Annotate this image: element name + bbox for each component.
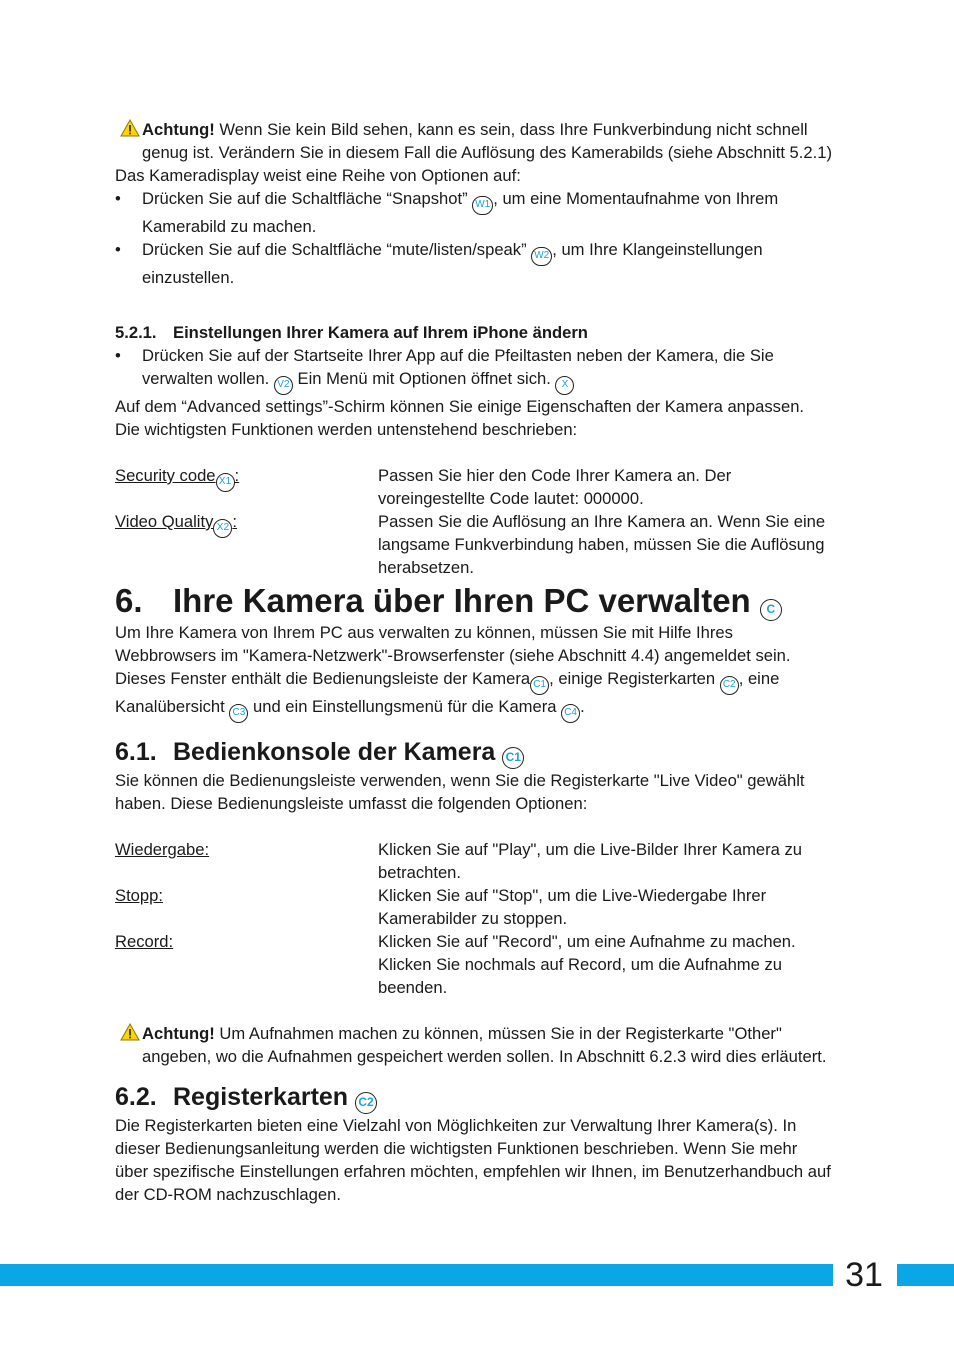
chapter-title: Ihre Kamera über Ihren PC verwalten [173,582,760,619]
warning-triangle-icon [120,119,140,137]
section-number: 6.2. [115,1083,157,1111]
section-number: 5.2.1. [115,323,157,342]
def-record [115,930,835,999]
def-description: Passen Sie die Auflösung an Ihre Kamera an. Wenn Sie eine langsame Funkverbindung haben, müssen Sie die Auflösung herabsetzen. [378,512,826,577]
def-description: Passen Sie hier den Code Ihrer Kamera an. Der voreingestellte Code lautet: 000000. [378,466,732,508]
bullet-text: , um eine Momentaufnahme von Ihrem Kamerabild zu machen. [142,189,779,236]
advanced-settings-text: Auf dem “Advanced settings”-Schirm können Sie einige Eigenschaften der Kamera anpassen. [115,397,805,416]
def-term: Wiedergabe: [115,840,210,859]
badge-w1: W1 [472,196,493,215]
def-security-code [115,464,835,510]
def-description: Klicken Sie auf "Play", um die Live-Bilder Ihrer Kamera zu betrachten. [378,840,803,882]
def-description: Klicken Sie auf "Record", um eine Aufnahme zu machen. Klicken Sie nochmals auf Record, um die Aufnahme zu beenden. [378,932,796,997]
badge-c2: C2 [355,1092,377,1114]
section-title: Bedienkonsole der Kamera [173,738,503,766]
section-6-2-heading [115,1082,835,1114]
warning-note-2 [115,1022,835,1068]
badge-x: X [555,376,574,395]
badge-x1: X1 [216,473,235,492]
intro-text: Das Kameradisplay weist eine Reihe von Optionen auf: [115,166,521,185]
warning-note-1 [115,118,835,164]
def-video-quality [115,510,835,579]
spacer [115,441,835,464]
page-content [115,118,835,1206]
spacer [115,999,835,1022]
page-number: 31 [845,1256,883,1294]
badge-c: C [760,599,782,621]
def-term: Stopp: [115,886,163,905]
chapter-number: 6. [115,582,143,619]
badge-c3: C3 [229,704,248,723]
badge-v2: V2 [274,376,293,395]
bullet-text: Ein Menü mit Optionen öffnet sich. [292,369,556,388]
badge-w2: W2 [531,247,552,266]
chapter-6-intro: Um Ihre Kamera von Ihrem PC aus verwalten zu können, müssen Sie mit Hilfe Ihres Webbrowsers im "Kamera-Netzwerk"-Browserfenster (siehe Abschnitt 4.4) angemeldet sein. Dieses Fenster enthält die Bedienungsleiste der Kamera C1 , einige Registerkarten C2 , eine Kanalübersicht C3 und ein Einstellungsmenü für die Kamera C4 . [115,621,835,723]
section-6-2-text: Die Registerkarten bieten eine Vielzahl von Möglichkeiten zur Verwaltung Ihrer Kamera(s). In dieser Bedienungsanleitung werden die wichtigsten Funktionen beschrieben. Wenn Sie mehr über spezifische Einstellungen erfahren möchten, empfehlen wir Ihnen, im Benutzerhandbuch auf der CD-ROM nachzuschlagen. [115,1116,831,1204]
warning-text: Wenn Sie kein Bild sehen, kann es sein, dass Ihre Funkverbindung nicht schnell genug ist. Verändern Sie in diesem Fall die Auflösung des Kamerabilds (siehe Abschnitt 5.2.1) [142,120,832,162]
def-description: Klicken Sie auf "Stop", um die Live-Wiedergabe Ihrer Kamerabilder zu stoppen. [378,886,767,928]
def-term: Security code X1 : [115,464,378,510]
warning-text: Um Aufnahmen machen zu können, müssen Sie in der Registerkarte "Other" angeben, wo die Aufnahmen gespeichert werden sollen. In Abschnitt 6.2.3 wird dies erläutert. [142,1024,827,1066]
section-6-1-heading [115,737,835,769]
spacer [115,289,835,321]
section-5-2-1-heading [115,321,835,344]
bullet-text: Drücken Sie auf der Startseite Ihrer App auf die Pfeiltasten neben der Kamera, die Sie verwalten wollen. [142,346,774,388]
chapter-6-heading [115,581,835,621]
warning-triangle-icon [120,1023,140,1041]
spacer [115,815,835,838]
badge-c1: C1 [530,676,549,695]
def-stopp [115,884,835,930]
badge-c2: C2 [720,676,739,695]
section-title: Einstellungen Ihrer Kamera auf Ihrem iPhone ändern [173,323,588,342]
warning-label: Achtung! [142,120,215,139]
bullet-text: , um Ihre Klangeinstellungen einzustellen. [142,240,763,287]
bullet-sound [115,238,835,289]
bullet-text: Drücken Sie auf die Schaltfläche “mute/listen/speak” [142,240,532,259]
section-6-1-text: Sie können die Bedienungsleiste verwenden, wenn Sie die Registerkarte "Live Video" gewählt haben. Diese Bedienungsleiste umfasst die folgenden Optionen: [115,771,805,813]
def-term: Record: [115,932,174,951]
def-wiedergabe [115,838,835,884]
section-number: 6.1. [115,738,157,766]
def-term: Video Quality X2 : [115,510,378,579]
warning-label: Achtung! [142,1024,215,1043]
footer-bar [0,1264,954,1286]
main-functions-text: Die wichtigsten Funktionen werden untenstehend beschrieben: [115,420,578,439]
badge-c1: C1 [502,747,524,769]
bullet-snapshot [115,187,835,238]
badge-x2: X2 [213,519,232,538]
section-title: Registerkarten [173,1083,356,1111]
bullet-text: Drücken Sie auf die Schaltfläche “Snapshot” [142,189,473,208]
bullet-startpage [115,344,835,395]
badge-c4: C4 [561,704,580,723]
